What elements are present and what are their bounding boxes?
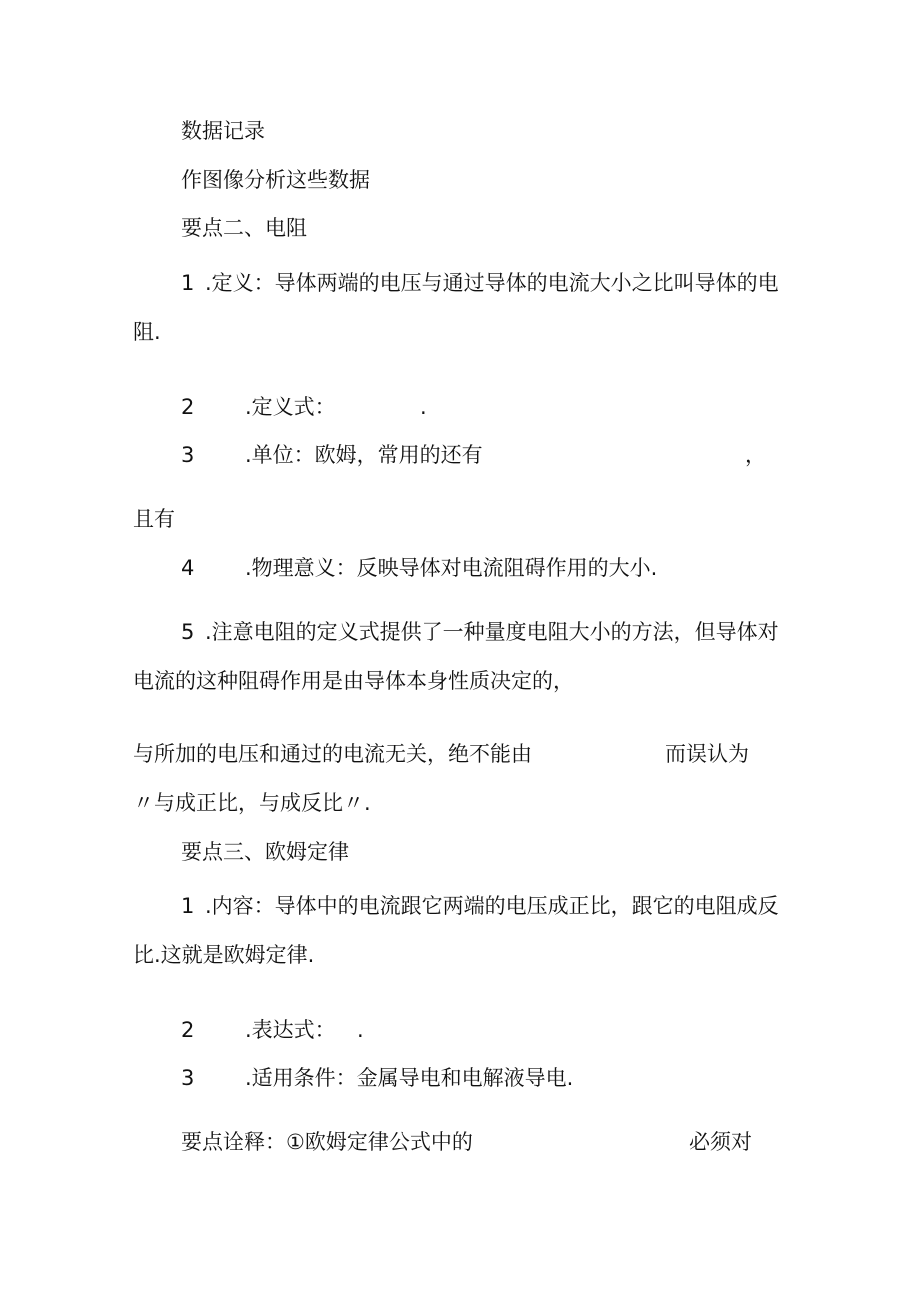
list-item-text: .适用条件：金属导电和电解液导电.	[245, 1066, 574, 1090]
text-line: 电流的这种阻碍作用是由导体本身性质决定的，	[133, 669, 574, 693]
list-item-text: .表达式：	[245, 1018, 336, 1042]
text-line: 比.这就是欧姆定律.	[133, 943, 315, 967]
list-item-text: .单位：欧姆，常用的还有	[245, 443, 483, 467]
list-item-end: .	[357, 1018, 364, 1042]
list-item-end: .	[420, 395, 427, 419]
list-item-text: .定义：导体两端的电压与通过导体的电流大小之比叫导体的电	[205, 271, 779, 295]
list-item-number: 3	[181, 1066, 195, 1090]
text-line: 而误认为	[665, 742, 749, 766]
list-item-number: 3	[181, 443, 195, 467]
text-line: 要点诠释：①欧姆定律公式中的	[181, 1130, 473, 1154]
text-line: 必须对	[689, 1130, 752, 1154]
text-line: 阻.	[133, 320, 161, 344]
list-item-number: 2	[181, 395, 195, 419]
text-line: 〃与成正比，与成反比〃.	[133, 791, 371, 815]
list-item-end: ，	[745, 443, 766, 467]
list-item-number: 1	[181, 271, 195, 295]
list-item-number: 1	[181, 894, 195, 918]
list-item-number: 5	[181, 620, 195, 644]
section-heading: 要点二、电阻	[181, 216, 307, 240]
text-line: 且有	[133, 507, 175, 531]
list-item-number: 4	[181, 556, 195, 580]
text-line: 作图像分析这些数据	[181, 168, 370, 192]
list-item-text: .定义式：	[245, 395, 336, 419]
text-line: 数据记录	[181, 119, 265, 143]
list-item-text: .注意电阻的定义式提供了一种量度电阻大小的方法，但导体对	[205, 620, 779, 644]
list-item-number: 2	[181, 1018, 195, 1042]
section-heading: 要点三、欧姆定律	[181, 840, 349, 864]
list-item-text: .物理意义：反映导体对电流阻碍作用的大小.	[245, 556, 658, 580]
list-item-text: .内容：导体中的电流跟它两端的电压成正比，跟它的电阻成反	[205, 894, 779, 918]
text-line: 与所加的电压和通过的电流无关，绝不能由	[133, 742, 532, 766]
